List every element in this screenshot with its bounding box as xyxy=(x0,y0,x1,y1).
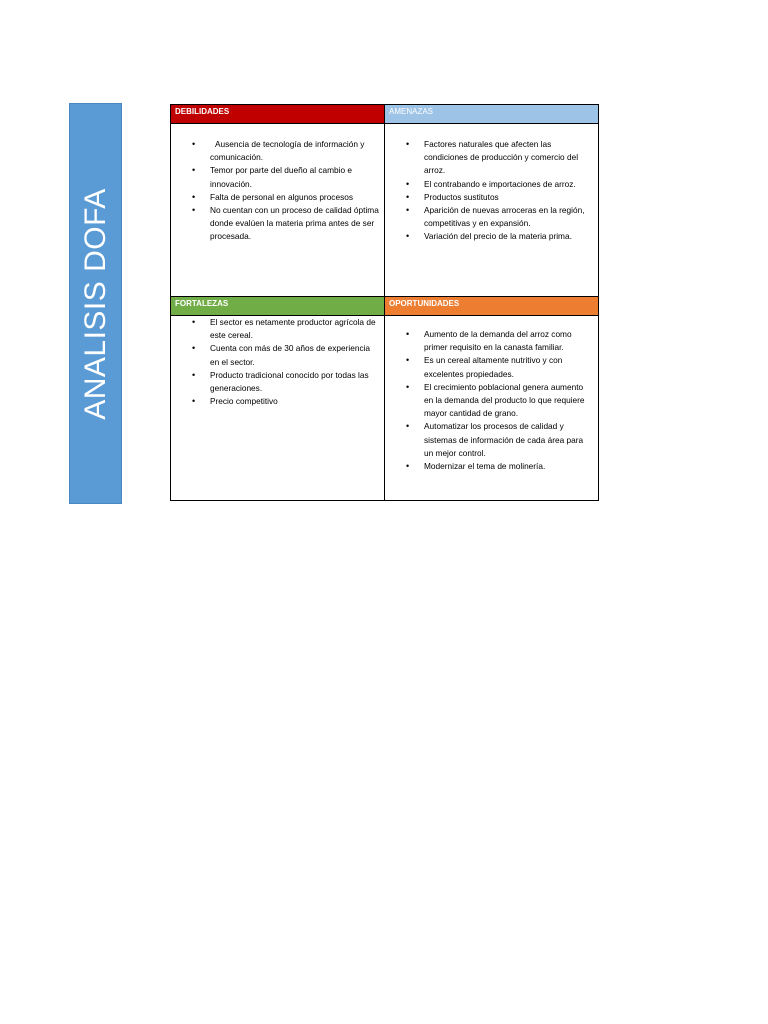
list-item: • Factores naturales que afecten las condiciones de producción y comercio del arroz. xyxy=(385,138,598,178)
amenazas-header: AMENAZAS xyxy=(385,105,598,124)
list-item: • Aparición de nuevas arroceras en la región, competitivas y en expansión. xyxy=(385,204,598,230)
list-item: • Automatizar los procesos de calidad y sistemas de información de cada área para un mejor control. xyxy=(385,420,598,460)
amenazas-list xyxy=(385,138,598,244)
list-item: • Producto tradicional conocido por todas las generaciones. xyxy=(171,369,384,395)
quadrant-oportunidades xyxy=(385,297,598,500)
list-item: • Falta de personal en algunos procesos xyxy=(171,191,384,204)
list-item: • Cuenta con más de 30 años de experiencia en el sector. xyxy=(171,342,384,368)
list-item: • El sector es netamente productor agrícola de este cereal. xyxy=(171,316,384,342)
fortalezas-list xyxy=(171,316,384,408)
debilidades-header: DEBILIDADES xyxy=(171,105,384,124)
list-item: • Temor por parte del dueño al cambio e innovación. xyxy=(171,164,384,190)
dofa-side-banner xyxy=(69,103,122,504)
quadrant-fortalezas xyxy=(171,297,385,500)
list-item: • Productos sustitutos xyxy=(385,191,598,204)
fortalezas-header: FORTALEZAS xyxy=(171,297,384,316)
list-item: • Variación del precio de la materia prima. xyxy=(385,230,598,243)
list-item: • Aumento de la demanda del arroz como primer requisito en la canasta familiar. xyxy=(385,328,598,354)
dofa-matrix xyxy=(170,104,599,501)
list-item: • Precio competitivo xyxy=(171,395,384,408)
list-item: • No cuentan con un proceso de calidad óptima donde evalúen la materia prima antes de ser procesada. xyxy=(171,204,384,244)
oportunidades-list xyxy=(385,328,598,473)
oportunidades-header: OPORTUNIDADES xyxy=(385,297,598,316)
debilidades-list xyxy=(171,138,384,244)
list-item: • Es un cereal altamente nutritivo y con excelentes propiedades. xyxy=(385,354,598,380)
list-item: • Modernizar el tema de molinería. xyxy=(385,460,598,473)
list-item: • El contrabando e importaciones de arroz. xyxy=(385,178,598,191)
list-item: • Ausencia de tecnología de información y comunicación. xyxy=(171,138,384,164)
quadrant-debilidades xyxy=(171,105,385,297)
list-item: • El crecimiento poblacional genera aumento en la demanda del producto lo que requiere mayor cantidad de grano. xyxy=(385,381,598,421)
dofa-title: ANALISIS DOFA xyxy=(78,187,112,420)
quadrant-amenazas xyxy=(385,105,598,297)
